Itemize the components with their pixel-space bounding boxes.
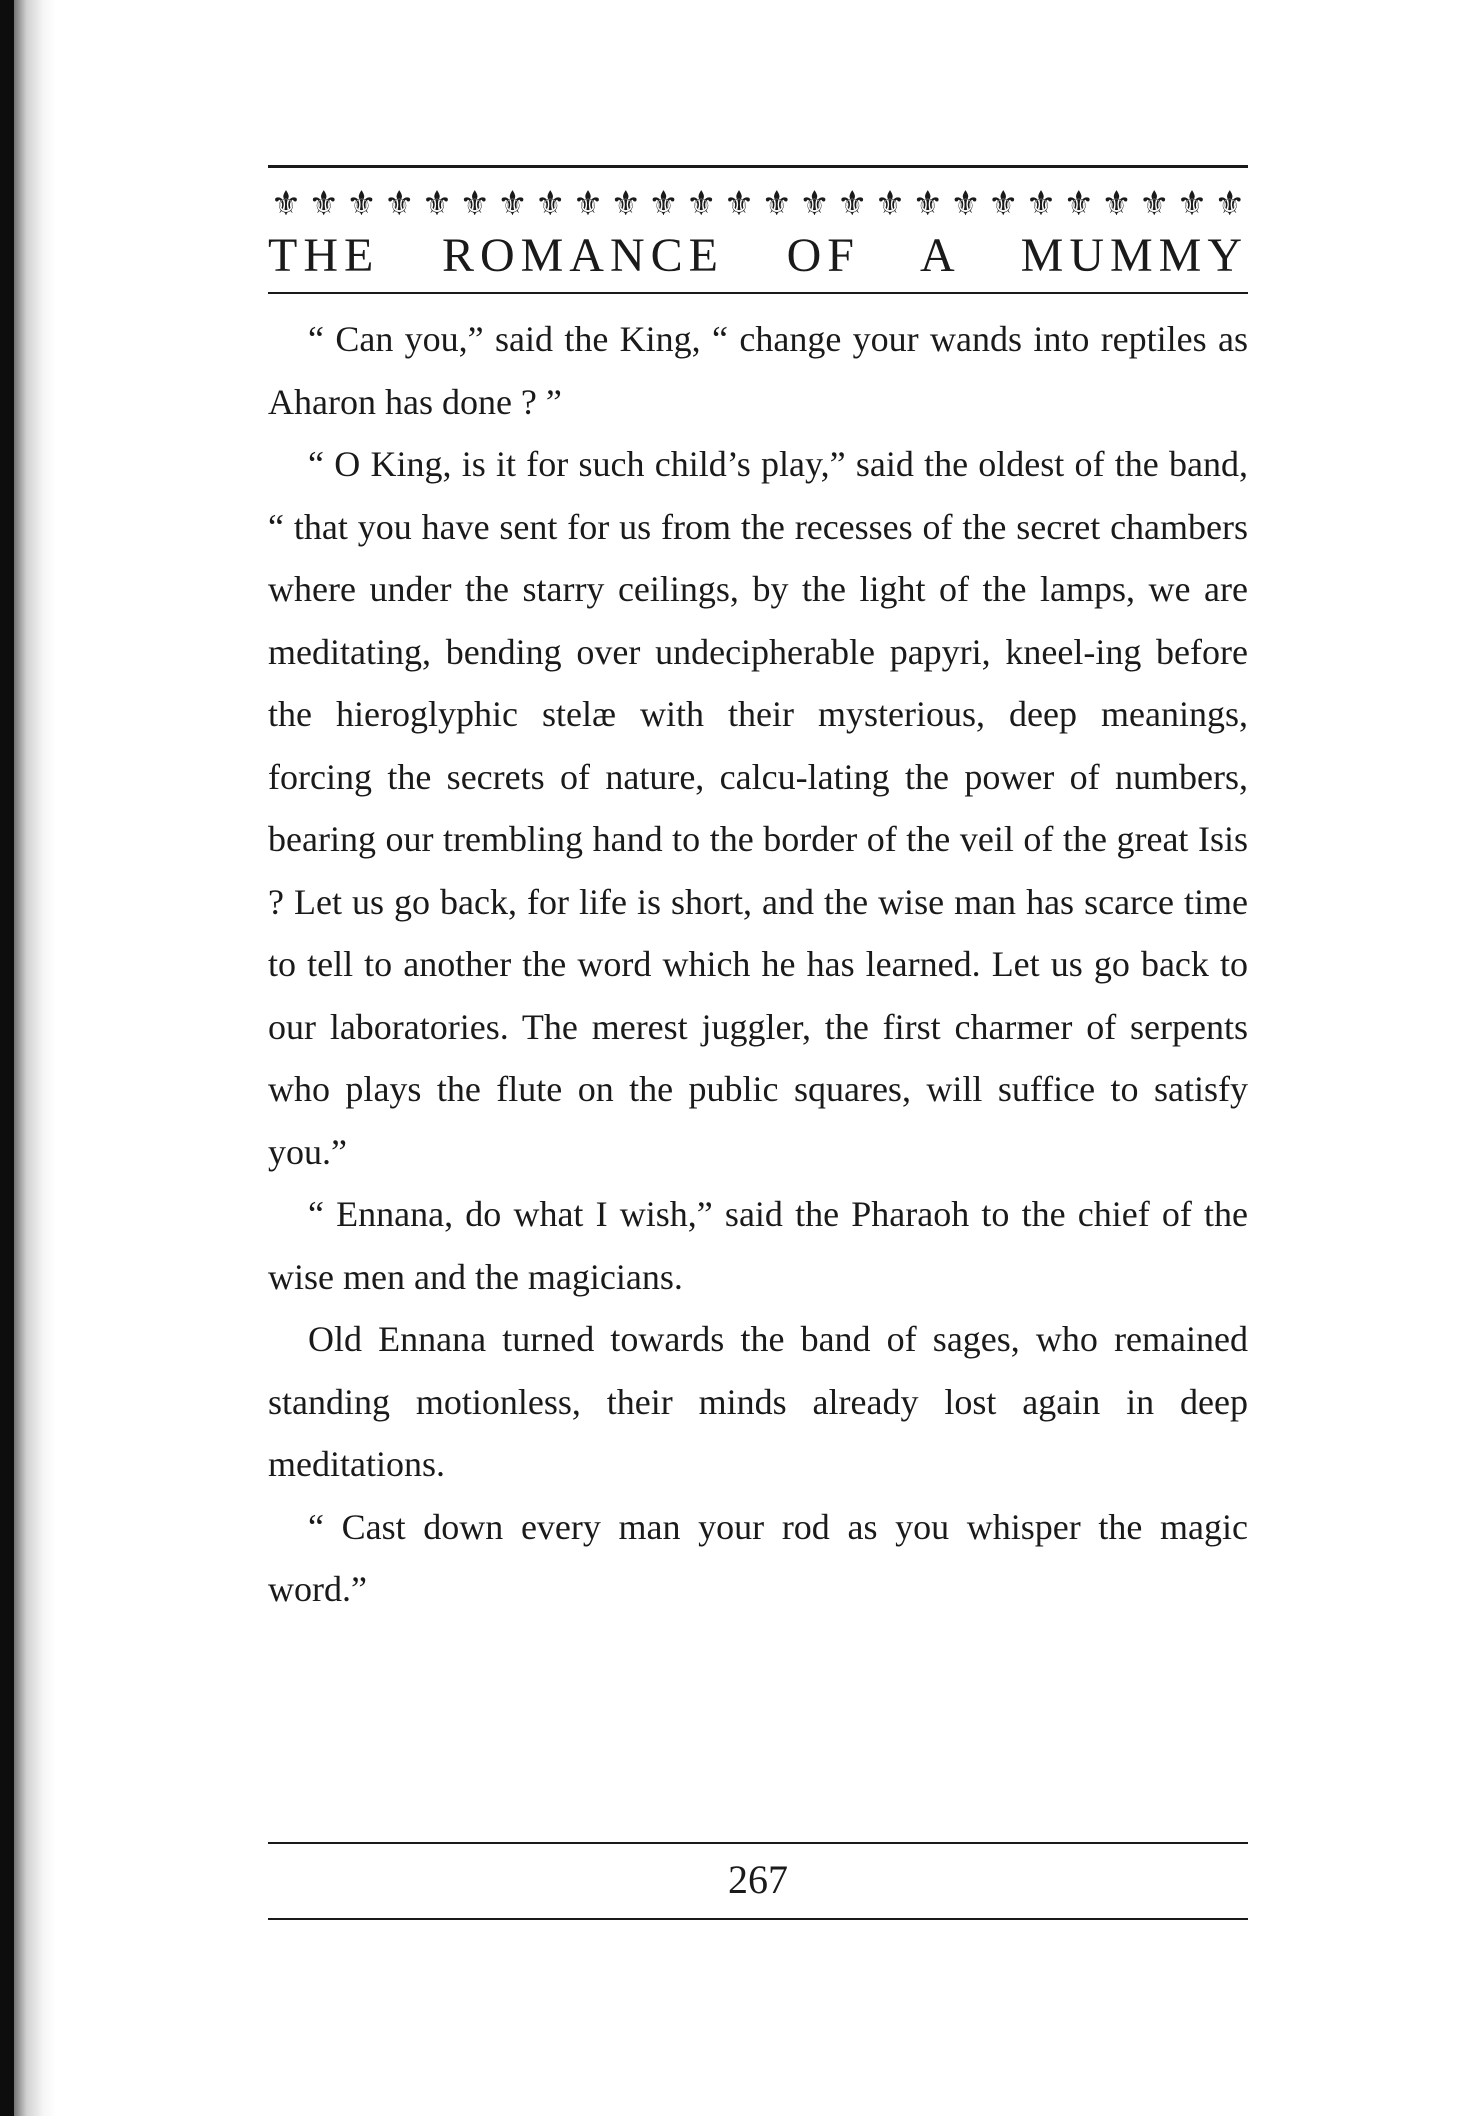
fleur-de-lis-icon: ⚜ bbox=[1025, 184, 1057, 224]
footer-bottom-rule bbox=[268, 1918, 1248, 1920]
fleur-de-lis-icon: ⚜ bbox=[1063, 184, 1094, 224]
fleur-de-lis-icon: ⚜ bbox=[648, 184, 679, 224]
fleur-de-lis-icon: ⚜ bbox=[799, 184, 830, 224]
fleur-de-lis-icon: ⚜ bbox=[572, 184, 604, 224]
fleur-de-lis-icon: ⚜ bbox=[761, 184, 792, 224]
fleur-de-lis-icon: ⚜ bbox=[270, 184, 302, 224]
paragraph: “ Can you,” said the King, “ change your wands into reptiles as Aharon has done ? ” bbox=[268, 319, 1248, 422]
fleur-de-lis-icon: ⚜ bbox=[988, 184, 1019, 224]
paragraph: Old Ennana turned towards the band of sages, who remained standing motionless, their minds already lost again in deep meditations. bbox=[268, 1319, 1248, 1484]
fleur-de-lis-icon: ⚜ bbox=[874, 184, 906, 224]
page-column bbox=[268, 165, 1248, 1621]
fleur-de-lis-icon: ⚜ bbox=[497, 184, 528, 224]
fleur-de-lis-ornament-row bbox=[268, 182, 1248, 226]
page-number: 267 bbox=[728, 1857, 788, 1902]
fleur-de-lis-icon: ⚜ bbox=[610, 184, 641, 224]
paragraph: “ Ennana, do what I wish,” said the Pharaoh to the chief of the wise men and the magicians. bbox=[268, 1194, 1248, 1297]
body-text bbox=[268, 308, 1248, 1621]
header-top-rule bbox=[268, 165, 1248, 168]
fleur-de-lis-icon: ⚜ bbox=[912, 184, 943, 224]
fleur-de-lis-icon: ⚜ bbox=[723, 184, 755, 224]
fleur-de-lis-icon: ⚜ bbox=[686, 184, 717, 224]
fleur-de-lis-icon: ⚜ bbox=[950, 184, 981, 224]
running-title: THE ROMANCE OF A MUMMY bbox=[268, 229, 1248, 282]
book-binding-edge bbox=[0, 0, 14, 2116]
fleur-de-lis-icon: ⚜ bbox=[421, 184, 453, 224]
fleur-de-lis-icon: ⚜ bbox=[837, 184, 868, 224]
header-bottom-rule bbox=[268, 292, 1248, 294]
fleur-de-lis-icon: ⚜ bbox=[1176, 184, 1208, 224]
fleur-de-lis-icon: ⚜ bbox=[1101, 184, 1132, 224]
paragraph: “ Cast down every man your rod as you whisper the magic word.” bbox=[268, 1506, 1248, 1609]
fleur-de-lis-icon: ⚜ bbox=[346, 184, 377, 224]
fleur-de-lis-icon: ⚜ bbox=[459, 184, 490, 224]
paragraph: “ O King, is it for such child’s play,” said the oldest of the band, “ that you have sent for us from the recesses of the secret chambers where under the starry ceilings, by the light of the lamps, we are meditating, bending over undecipherable papyri, kneel-ing before the hieroglyphic stelæ with their mysterious, deep meanings, forcing the secrets of nature, calcu-lating the power of numbers, bearing our trembling hand to the border of the veil of the great Isis ? Let us go back, for life is short, and the wise man has scarce time to tell to another the word which he has learned. Let us go back to our laboratories. The merest juggler, the first charmer of serpents who plays the flute on the public squares, will suffice to satisfy you.” bbox=[268, 444, 1248, 1172]
fleur-de-lis-icon: ⚜ bbox=[308, 184, 339, 224]
fleur-de-lis-icon: ⚜ bbox=[384, 184, 415, 224]
fleur-de-lis-icon: ⚜ bbox=[1139, 184, 1170, 224]
fleur-de-lis-icon: ⚜ bbox=[535, 184, 566, 224]
fleur-de-lis-icon: ⚜ bbox=[1214, 184, 1245, 224]
binding-shadow bbox=[14, 0, 56, 2116]
footer-top-rule bbox=[268, 1842, 1248, 1844]
